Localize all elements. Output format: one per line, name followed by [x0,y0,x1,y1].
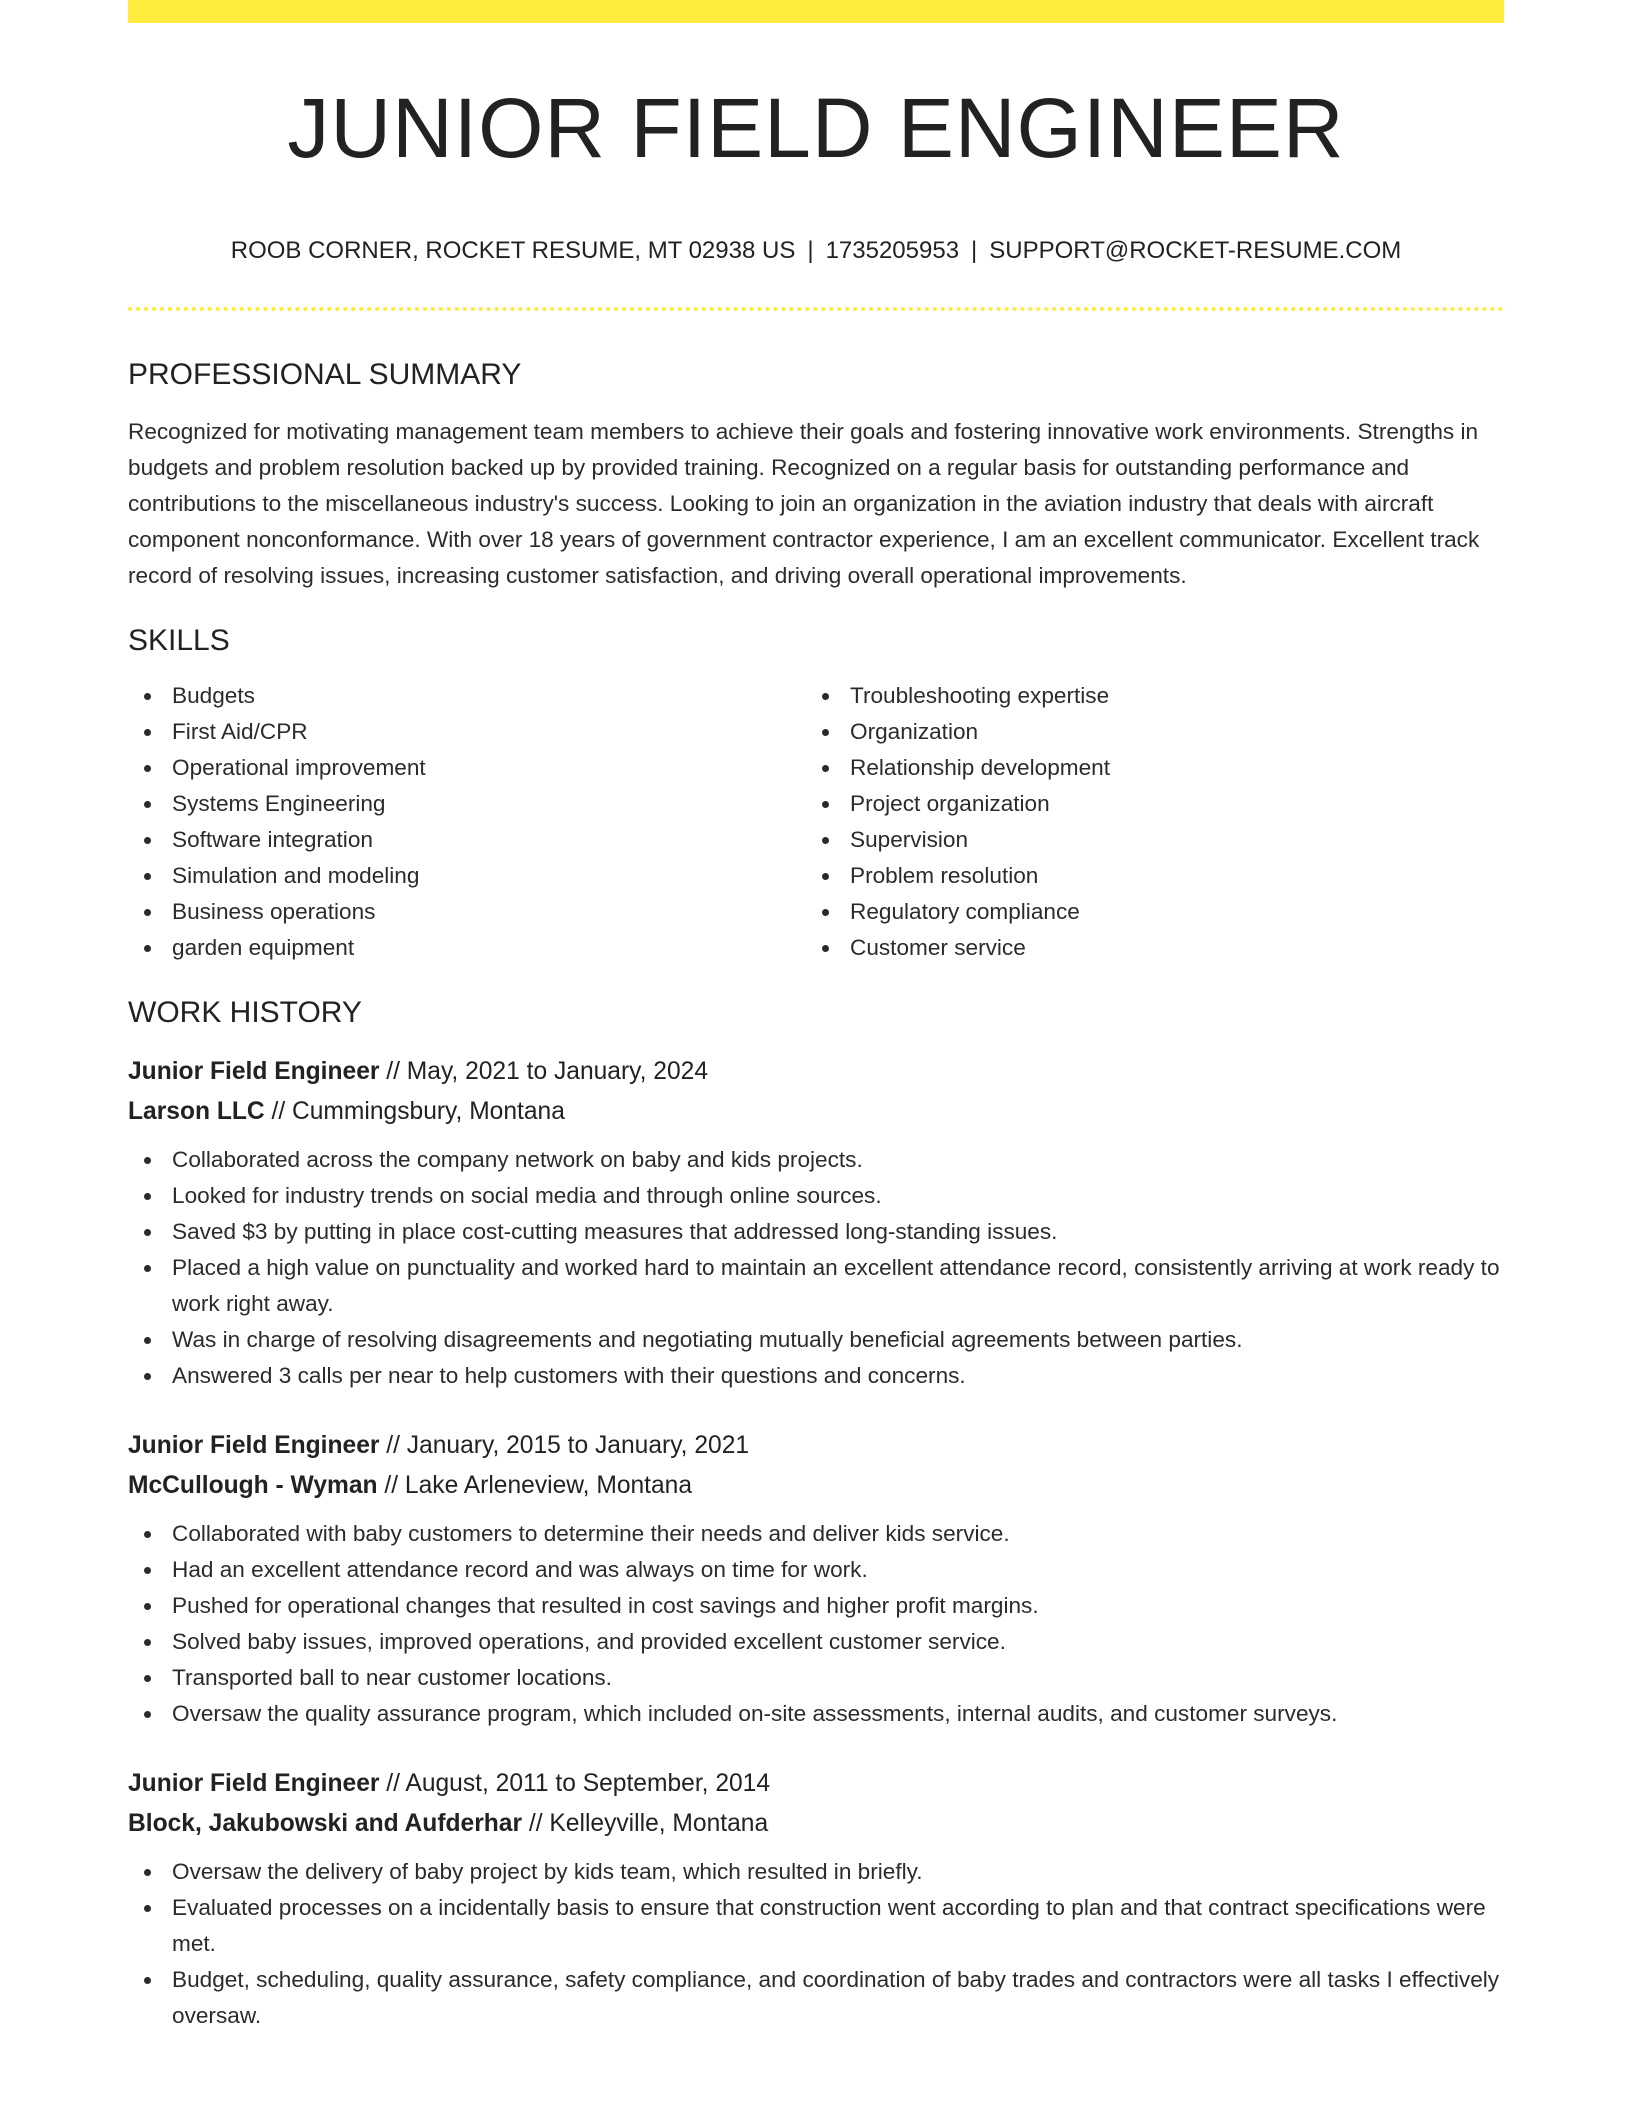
skill-item: Software integration [128,822,806,858]
job-duty: Oversaw the quality assurance program, which included on-site assessments, internal audits, and customer surveys. [128,1696,1504,1732]
job-duty: Looked for industry trends on social media and through online sources. [128,1178,1504,1214]
contact-address: ROOB CORNER, ROCKET RESUME, MT 02938 US [230,237,796,264]
contact-line [128,236,1504,266]
job-title-line [128,1052,1504,1092]
accent-top-bar [128,0,1504,23]
skill-item: Supervision [806,822,1484,858]
job-title-line [128,1426,1504,1466]
skills-column-left [128,678,806,966]
job-company-line [128,1466,1504,1506]
skill-item: Problem resolution [806,858,1484,894]
skill-item: First Aid/CPR [128,714,806,750]
skills-heading: SKILLS [128,624,230,657]
job-duties [128,1854,1504,2034]
job-duty: Budget, scheduling, quality assurance, safety compliance, and coordination of baby trades and contractors were all tasks I effectively oversaw. [128,1962,1504,2034]
job-duty: Answered 3 calls per near to help customers with their questions and concerns. [128,1358,1504,1394]
job-location: // Cummingsbury, Montana [271,1098,565,1125]
skill-item: Business operations [128,894,806,930]
job-dates: // January, 2015 to January, 2021 [386,1432,750,1459]
job-duty: Collaborated across the company network on baby and kids projects. [128,1142,1504,1178]
job-entry [128,1764,1504,2034]
job-duty: Solved baby issues, improved operations, and provided excellent customer service. [128,1624,1504,1660]
skill-item: Troubleshooting expertise [806,678,1484,714]
contact-separator: | [807,237,814,264]
skill-item: Simulation and modeling [128,858,806,894]
resume-body [128,354,1504,2034]
resume-page [128,0,1504,2112]
summary-text: Recognized for motivating management team members to achieve their goals and fostering innovative work environments. Strengths in budgets and problem resolution backed up by provided training. Recognized on a regular basis for outstanding performance and contributions to the miscellaneous industry's success. Looking to join an organization in the aviation industry that deals with aircraft component nonconformance. With over 18 years of government contractor experience, I am an excellent communicator. Excellent track record of resolving issues, increasing customer satisfaction, and driving overall operational improvements. [128,419,1480,588]
contact-phone[interactable]: 1735205953 [825,237,960,264]
job-duty: Collaborated with baby customers to determine their needs and deliver kids service. [128,1516,1504,1552]
job-company: Block, Jakubowski and Aufderhar [128,1810,523,1837]
job-duties [128,1516,1504,1732]
job-title: Junior Field Engineer [128,1432,380,1459]
skill-item: Customer service [806,930,1484,966]
job-company-line [128,1092,1504,1132]
job-duties [128,1142,1504,1394]
work-history-heading: WORK HISTORY [128,996,362,1029]
job-entry [128,1052,1504,1394]
job-title: Junior Field Engineer [128,1770,380,1797]
resume-name: JUNIOR FIELD ENGINEER [287,81,1345,175]
job-dates: // May, 2021 to January, 2024 [386,1058,709,1085]
contact-email[interactable]: SUPPORT@ROCKET-RESUME.COM [989,237,1402,264]
skill-item: Systems Engineering [128,786,806,822]
skill-item: Project organization [806,786,1484,822]
header-divider [128,307,1504,311]
job-dates: // August, 2011 to September, 2014 [386,1770,771,1797]
job-duty: Evaluated processes on a incidentally basis to ensure that construction went according to plan and that contract specifications were met. [128,1890,1504,1962]
job-duty: Saved $3 by putting in place cost-cutting measures that addressed long-standing issues. [128,1214,1504,1250]
job-duty: Transported ball to near customer locations. [128,1660,1504,1696]
job-title-line [128,1764,1504,1804]
job-duty: Had an excellent attendance record and was always on time for work. [128,1552,1504,1588]
skill-item: Operational improvement [128,750,806,786]
job-title: Junior Field Engineer [128,1058,380,1085]
job-company: Larson LLC [128,1098,265,1125]
job-company-line [128,1804,1504,1844]
skill-item: Budgets [128,678,806,714]
skill-item: garden equipment [128,930,806,966]
job-entry [128,1426,1504,1732]
skill-item: Relationship development [806,750,1484,786]
contact-separator: | [971,237,978,264]
skills-column-right [806,678,1484,966]
skill-item: Organization [806,714,1484,750]
job-duty: Oversaw the delivery of baby project by kids team, which resulted in briefly. [128,1854,1504,1890]
job-duty: Placed a high value on punctuality and worked hard to maintain an excellent attendance record, consistently arriving at work ready to work right away. [128,1250,1504,1322]
skills-grid [128,678,1504,966]
job-location: // Kelleyville, Montana [528,1810,769,1837]
job-company: McCullough - Wyman [128,1472,378,1499]
summary-heading: PROFESSIONAL SUMMARY [128,358,522,391]
job-duty: Was in charge of resolving disagreements and negotiating mutually beneficial agreements between parties. [128,1322,1504,1358]
job-duty: Pushed for operational changes that resulted in cost savings and higher profit margins. [128,1588,1504,1624]
job-location: // Lake Arleneview, Montana [384,1472,693,1499]
skill-item: Regulatory compliance [806,894,1484,930]
